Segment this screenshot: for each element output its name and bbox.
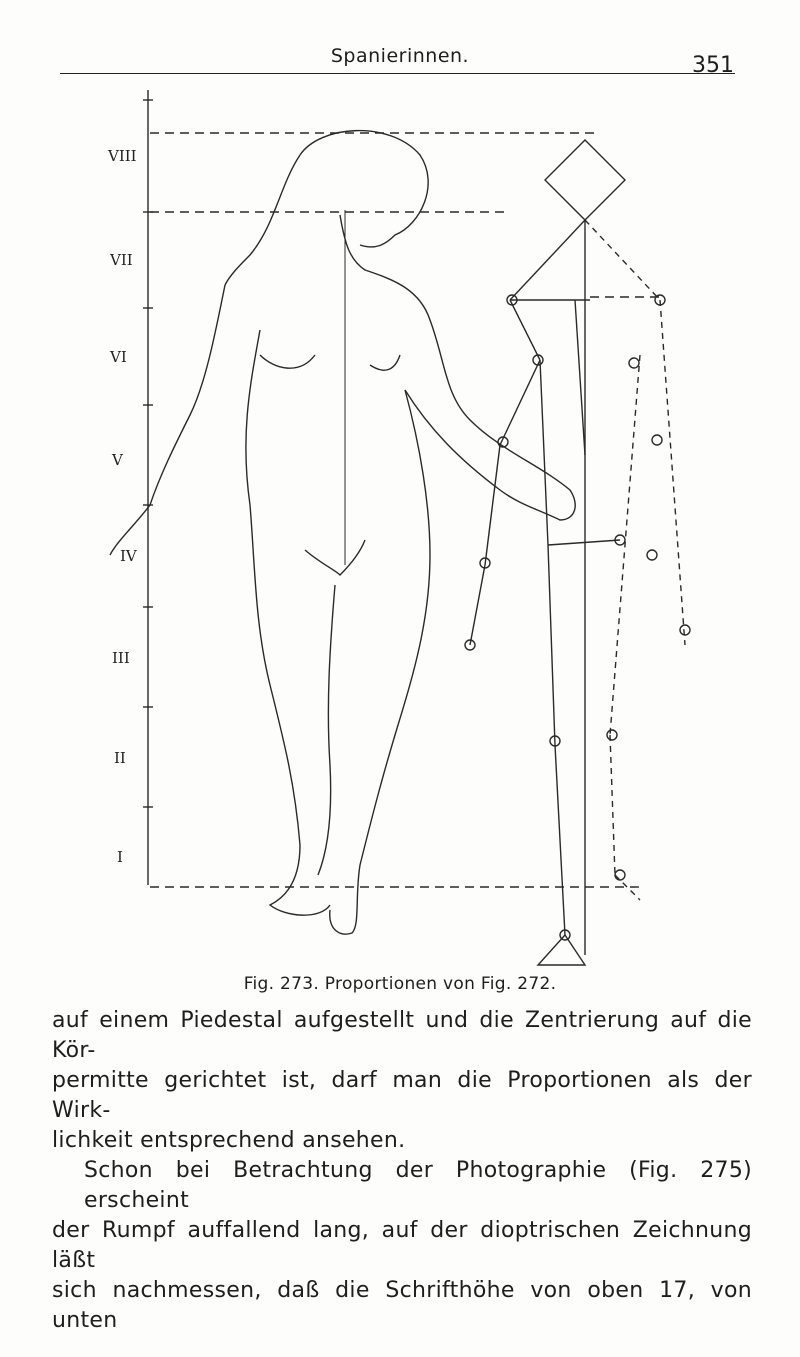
proportion-diagram	[0, 85, 800, 975]
running-head	[0, 45, 800, 78]
scale-label-4: IV	[120, 547, 137, 565]
scale-label-5: V	[112, 451, 123, 469]
figure-proportion-drawing	[0, 85, 800, 975]
scale-labels	[107, 147, 138, 866]
body-text	[52, 1006, 752, 1336]
body-line: lichkeit entsprechend ansehen.	[52, 1128, 406, 1153]
running-title: Spanierinnen.	[330, 45, 470, 67]
body-line: auf einem Piedestal aufgestellt und die Zentrierung auf die Kör-	[52, 1008, 752, 1063]
construction-skeleton	[470, 140, 685, 965]
scale-label-6: VI	[110, 348, 127, 366]
scale-label-3: III	[112, 649, 130, 667]
scale-label-8: VIII	[108, 147, 137, 165]
joint-markers	[465, 295, 690, 940]
scale-label-2: II	[114, 749, 126, 767]
body-line: sich nachmessen, daß die Schrifthöhe von oben 17, von unten	[52, 1278, 752, 1333]
page-number: 351	[692, 53, 734, 78]
scale-label-7: VII	[110, 251, 133, 269]
body-line: permitte gerichtet ist, darf man die Proportionen als der Wirk-	[52, 1068, 752, 1123]
dashed-frame	[150, 133, 660, 887]
female-figure-outline	[110, 131, 575, 934]
figure-caption: Fig. 273. Proportionen von Fig. 272.	[243, 974, 557, 994]
body-line: Schon bei Betrachtung der Photographie (Fig. 275) erscheint	[84, 1158, 752, 1213]
scale-label-1: I	[117, 848, 123, 866]
header-rule	[60, 73, 735, 74]
body-line: der Rumpf auffallend lang, auf der dioptrischen Zeichnung läßt	[52, 1218, 752, 1273]
